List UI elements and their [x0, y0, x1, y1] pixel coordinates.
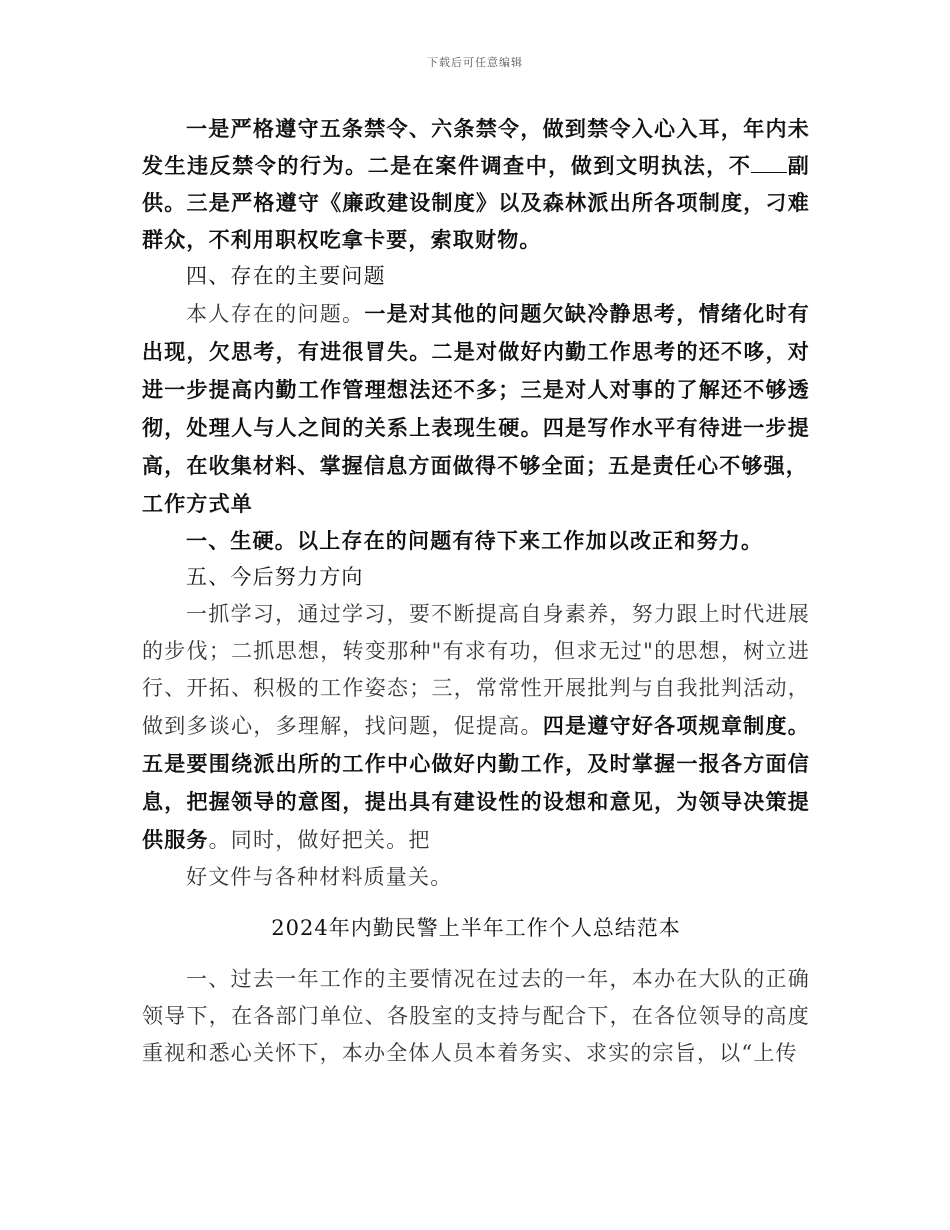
- paragraph-lead: 本人存在的问题。: [186, 302, 365, 326]
- section-heading-direction: 五、今后努力方向: [186, 565, 364, 589]
- page-header: 下载后可任意编辑: [427, 56, 523, 69]
- paragraph-problems-2: 一、生硬。以上存在的问题有待下来工作加以改正和努力。: [186, 528, 764, 553]
- paragraph-direction: [142, 596, 810, 859]
- paragraph-text: 。同时，做好把关。把: [208, 828, 431, 852]
- paragraph-problems-tail: 工作方式单: [142, 491, 253, 516]
- section-heading-problems: 四、存在的主要问题: [186, 264, 386, 288]
- paragraph-text-bold: 四是遵守好各项规章制度。五是要围绕派出所的工作中心做好内勤工作，及时掌握一报各方面信息，把握领导的意图，提出具有建设性的设想和意见，为领导决策提供服务: [142, 713, 810, 852]
- paragraph-problems: [142, 295, 810, 485]
- paragraph-discipline: [142, 110, 810, 258]
- paragraph-text: 一抓学习，通过学习，要不断提高自身素养，努力跟上时代进展的步伐；二抓思想，转变那种"有求有功，但求无过"的思想，树立进行、开拓、积极的工作姿态；三，常常性开展批判与自我批判活动，做到多谈心，多理解，找问题，促提高。: [142, 602, 810, 738]
- paragraph-text: 一是对其他的问题欠缺冷静思考，情绪化时有出现，欠思考，有进很冒失。二是对做好内勤工作思考的还不哆，对进一步提高内勤工作管理想法还不多；三是对人对事的了解还不够透彻，处理人与人之间的关系上表现生硬。四是写作水平有待进一步提高，在收集材料、掌握信息方面做得不够全面；五是责任心不够强，: [142, 301, 810, 478]
- paragraph-text: 一是严格遵守五条禁令、六条禁令，做到禁令入心入耳，年内未发生违反禁令的行为。二是在案件调查中，做到文明执法，不: [142, 116, 810, 178]
- blank-underline: [751, 154, 787, 173]
- paragraph-text: 副供。三是严格遵守《廉政建设制度》以及森林派出所各项制度，刁难群众，不利用职权吃拿卡要，索取财物。: [142, 153, 810, 252]
- document-body: [142, 110, 810, 1072]
- paragraph-summary: 一、过去一年工作的主要情况在过去的一年，本办在大队的正确领导下，在各部门单位、各股室的支持与配合下，在各位领导的高度重视和悉心关怀下，本办全体人员本着务实、求实的宗旨，以“上传: [142, 967, 810, 1065]
- document-title: 2024年内勤民警上半年工作个人总结范本: [271, 916, 681, 940]
- paragraph-direction-last: 好文件与各种材料质量关。: [186, 865, 453, 889]
